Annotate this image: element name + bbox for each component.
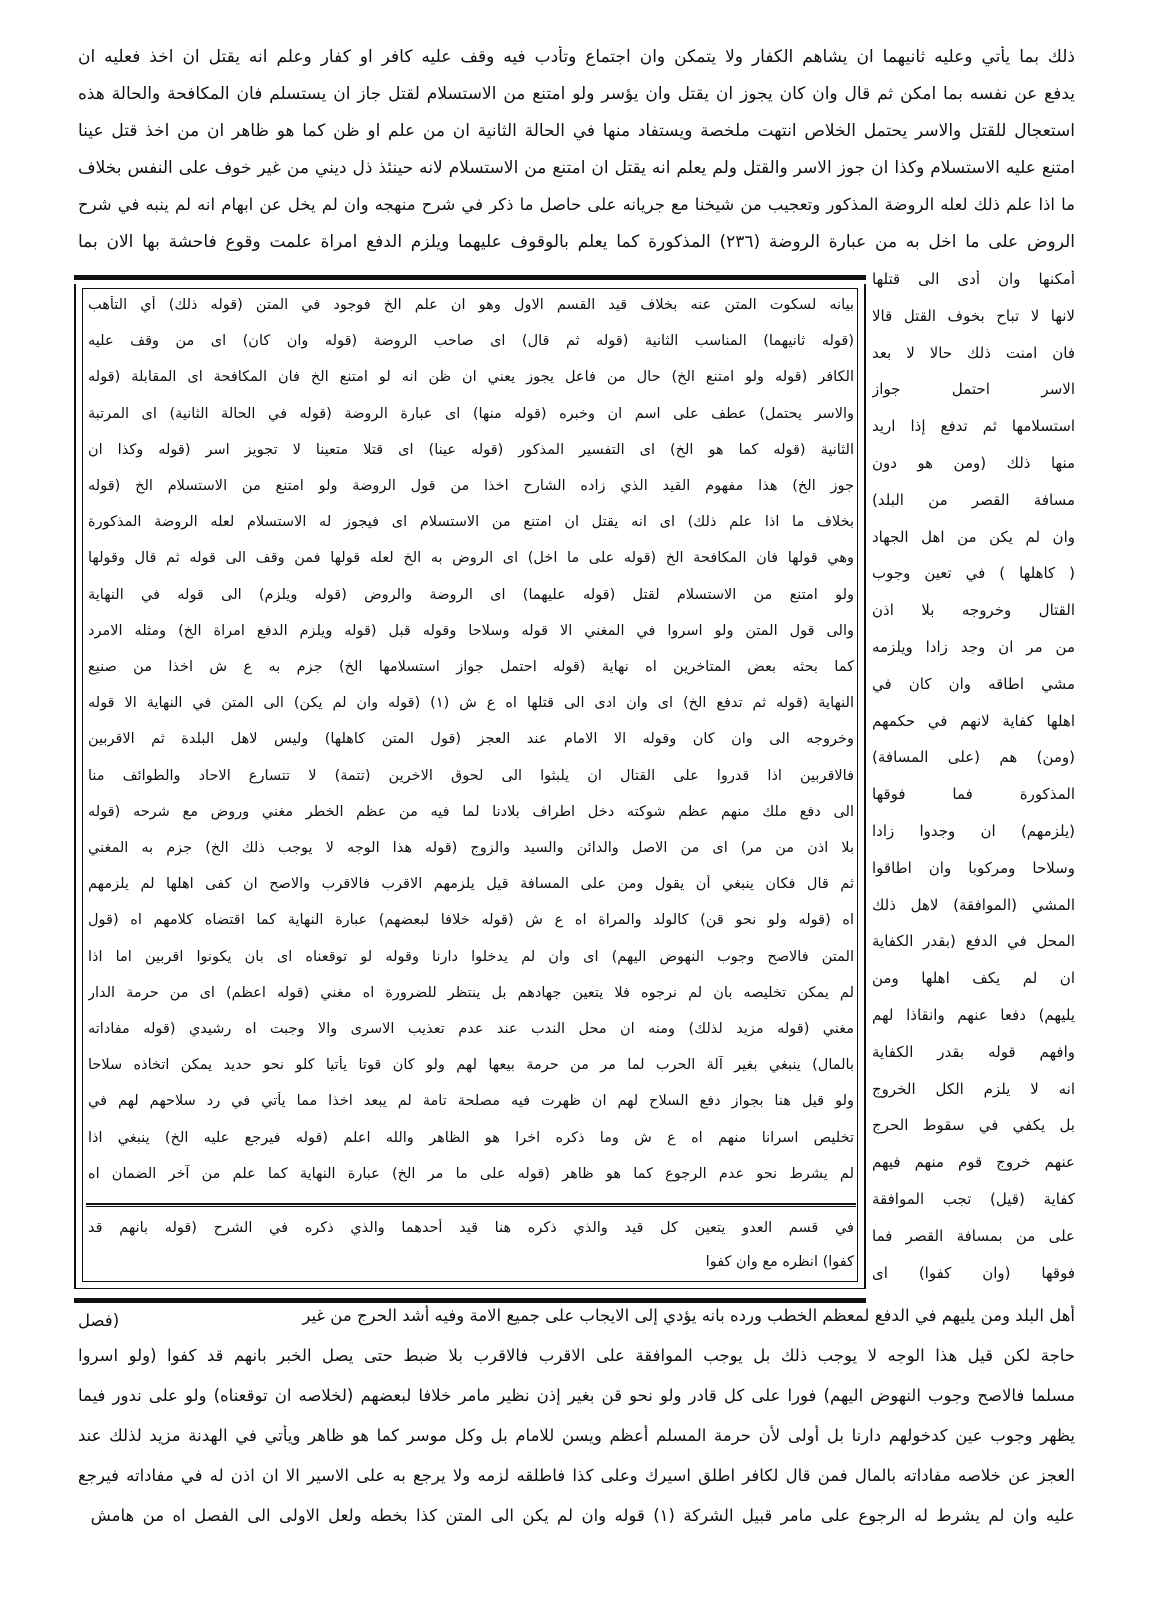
commentary-line: المتن فالاصح وجوب النهوض اليهم) اى وان لم يدخلوا دارنا وقوله لو توقعناه اى بان يكونوا اقربين اما اذا [88, 948, 854, 965]
matn-line: الاسر احتمل جواز [872, 380, 1075, 399]
commentary-line: فالاقربين اذا قدروا على القتال ان يلبثوا الى لحوق الاخرين (تتمة) لا تتسارع الاحاد والطوائف منا [88, 767, 854, 784]
matn-line: عنهم خروج قوم منهم فيهم [872, 1153, 1075, 1172]
footnote-line: في قسم العدو يتعين كل قيد والذي ذكره هنا قيد أحدهما والذي ذكره في الشرح (قوله بانهم قد [88, 1220, 854, 1236]
matn-line: (يلزمهم) ان وجدوا زادا [872, 822, 1075, 840]
text-line: أهل البلد ومن يليهم في الدفع لمعظم الخطب ورده بانه يؤدي إلى الايجاب على جميع الامة وفيه أشد الحرج من غير [302, 1306, 1075, 1325]
commentary-line: ثم قال فكان ينبغي أن يقول ومن على المسافة قيل يلزمهم الاقرب فالاقرب والاصح ان كفى اهلها لم يلزمهم [88, 876, 854, 893]
commentary-line: الكافر (قوله ولو امتنع الخ) حال من فاعل يجوز يعني ان ظن انه لو امتنع الخ فان المكافحة اى المقابلة (قوله [88, 369, 854, 386]
matn-line: انه لا يلزم الكل الخروج [872, 1079, 1075, 1098]
commentary-line: مغني (قوله مزيد لذلك) ومنه ان محل الندب عند عدم تعذيب الاسرى والا وجبت اه رشيدي (قوله مفاداته [88, 1021, 854, 1037]
matn-line: فوقها (وان كفوا) اى [872, 1263, 1075, 1282]
commentary-line: بخلاف ما اذا علم ذلك) اى انه يقتل ان امتنع من الاستسلام اى فيجوز له الاستسلام لعله الروضة المذكورة [88, 514, 854, 531]
commentary-line: ولو امتنع من الاستسلام لقتل (قوله عليهما) اى الروضة والروض (قوله ويلزم) الى قوله في النهاية [88, 586, 854, 603]
commentary-separator [86, 1203, 856, 1207]
commentary-line: بالمال) ينبغي بغير آلة الحرب لما مر من حرمة بيعها لهم ولو كان قوتا يأتيا كلو نحو حديد يمكن اتخاذه سلاحا [88, 1057, 854, 1074]
commentary-line: كما بحثه بعض المتاخرين اه نهاية (قوله احتمل جواز استسلامها الخ) جزم به ع ش اخذا من صنيع [88, 659, 854, 675]
commentary-line: جوز الخ) هذا مفهوم القيد الذي زاده الشارح اخذا من قول الروضة ولو امتنع من الاستسلام الخ (قوله [88, 478, 854, 494]
text-line: عليه وان لم يشرط له الرجوع على مامر قبيل الشركة (١) قوله وان لم يكن الى المتن كذا بخطه ولعل الاولى الى الفصل اه من هامش [90, 1506, 1075, 1525]
commentary-line: النهاية (قوله ثم تدفع الخ) اى وان ادى الى قتلها اه ع ش (١) (قوله وان لم يكن) الى المتن في النهاية الا قوله [88, 695, 854, 712]
matn-line: المشي (الموافقة) لاهل ذلك [872, 895, 1075, 914]
matn-line: يليهم) دفعا عنهم وانقاذا لهم [872, 1006, 1075, 1024]
commentary-line: والاسر يحتمل) عطف على اسم ان وخبره (قوله منها) اى عبارة الروضة (قوله في الحالة الثانية) اى المرتبة [88, 405, 854, 422]
matn-line: فان امنت ذلك حالا لا بعد [872, 343, 1075, 362]
text-line: امتنع عليه الاستسلام وكذا ان جوز الاسر والقتل ولم يعلم انه يقتل ان امتنع من الاستسلام لانه حينئذ ذل ديني من غير خوف على النفس بخلاف [78, 158, 1075, 178]
matn-line: كفاية (قيل) تجب الموافقة [872, 1190, 1075, 1208]
matn-line: (ومن) هم (على المسافة) [872, 748, 1075, 767]
matn-line: أمكنها وان أدى الى قتلها [872, 270, 1075, 288]
commentary-line: ولو قيل هنا بجواز دفع السلاح لهم ان ظهرت فيه مصلحة تامة لم يبعد اخذا مما يأتي في رد سلاحهم لهم في [88, 1093, 854, 1110]
matn-line: لانها لا تباح بخوف القتل قالا [872, 306, 1075, 325]
matn-line: مسافة القصر من البلد) [872, 490, 1075, 509]
text-line: يدفع عن نفسه بما امكن ثم قال وان كان يجوز ان يقتل وان يؤسر ولو امتنع من الاستسلام لقتل جاز ان يستسلم فان المكافحة والحالة هذه [78, 84, 1075, 104]
text-line: يظهر وجوب عين كدخولهم دارنا بل أولى لأن حرمة المسلم أعظم ويسن للامام بل وكل موسر كما هو ظاهر ويأتي في الهدنة مزيد لذلك عند [78, 1426, 1075, 1445]
commentary-line: وخروجه الى وان كان وقوله الا الامام عند العجز (قول المتن كاهلها) وليس لاهل البلدة ثم الاقربين [88, 731, 854, 748]
matn-line: بل يكفي في سقوط الحرج [872, 1116, 1075, 1135]
matn-line: المذكورة فما فوقها [872, 785, 1075, 804]
commentary-line: بيانه لسكوت المتن عنه بخلاف قيد القسم الاول وهو ان علم الخ فوجود في المتن (قوله ذلك) أي التأهب [88, 297, 854, 313]
text-line: استعجال للقتل والاسر يحتمل الخلاص انتهت ملخصة ويستفاد منها في الحالة الثانية ان من علم او ظن كما هو ظاهر ان من اخذ قتل عينا [78, 121, 1075, 141]
matn-line: منها ذلك (ومن هو دون [872, 454, 1075, 472]
commentary-line: بلا اذن من مر) اى من الاصل والدائن والسيد والزوج (قوله هذا الوجه لا يوجب ذلك الخ) جزم به المغني [88, 840, 854, 856]
matn-line: وافهم قوله بقدر الكفاية [872, 1042, 1075, 1061]
commentary-line: الثانية (قوله كما هو الخ) اى التفسير المذكور (قوله عينا) اى قتلا متعينا لا تجويز اسر (قوله وكذا ان [88, 441, 854, 458]
text-line: ذلك بما يأتي وعليه ثانيهما ان يشاهم الكفار ولا يتمكن وان اجتماع وتأدب فيه وقف عليه كافر او كفار وعلم انه يقتل ان اخذ فعليه ان [78, 47, 1075, 67]
commentary-line: تخليص اسرانا منهم اه ع ش وما ذكره اخرا هو الظاهر والله اعلم (قوله فيرجع عليه الخ) ينبغي اذا [88, 1129, 854, 1146]
commentary-line: لم يمكن تخليصه بان لم نرجوه فلا يتعين جهادهم بل ينتظر للضرورة اه مغني (قوله اعظم) اى من حرمة الدار [88, 984, 854, 1001]
commentary-line: وهي قولها فان المكافحة الخ (قوله على ما اخل) اى الروض به الخ لعله قولها فمن وقف الى قوله ثم قال وقولها [88, 550, 854, 567]
commentary-line: والى قول المتن ولو اسروا في المغني الا قوله وسلاحا وقوله قبل (قوله ويلزم الدفع امراة الخ) ومثله الامرد [88, 622, 854, 639]
text-line: الروض على ما اخل به من عبارة الروضة (٢٣٦) المذكورة كما يعلم بالوقوف عليهما ويلزم الدفع امراة علمت وقوع فاحشة بها الان بما [78, 232, 1075, 252]
matn-line: مشي اطاقه وان كان في [872, 674, 1075, 693]
section-heading: (فصل [78, 1311, 120, 1330]
commentary-line: الى دفع ملك منهم عظم شوكته دخل اطراف بلادنا لما فيه من عظم الخطر مغني وروض مع شرحه (قوله [88, 803, 854, 820]
matn-line: استسلامها ثم تدفع إذا اريد [872, 417, 1075, 436]
text-line: حاجة لكن قيل هذا الوجه لا يوجب ذلك بل يوجب الموافقة على الاقرب فالاقرب بلا ضبط حتى يصل الخبر بانهم قد كفوا (ولو اسروا [78, 1346, 1075, 1365]
frame-top-rule [74, 275, 866, 280]
commentary-line: لم يشرط نحو عدم الرجوع كما هو ظاهر (قوله على ما مر الخ) عبارة النهاية كما علم من آخر الضمان اه [88, 1165, 854, 1182]
text-line: ما اذا علم ذلك لعله الروضة المذكور وتعجيب من شيخنا مع جريانه على حاصل ما ذكر في شرح منهجه وان لم يخل عن ابهام انه لم ينبه في شرح [78, 195, 1075, 214]
matn-line: وسلاحا ومركوبا وان اطاقوا [872, 858, 1075, 877]
matn-line: ان لم يكف اهلها ومن [872, 969, 1075, 988]
matn-line: القتال وخروجه بلا اذن [872, 601, 1075, 620]
frame-bottom-rule [74, 1298, 866, 1303]
matn-line: المحل في الدفع (بقدر الكفاية [872, 932, 1075, 951]
matn-line: وان لم يكن من اهل الجهاد [872, 527, 1075, 546]
matn-line: من مر ان وجد زادا ويلزمه [872, 638, 1075, 656]
footnote-line: كفوا) انظره مع وان كفوا [705, 1254, 854, 1270]
matn-line: على من بمسافة القصر فما [872, 1226, 1075, 1245]
commentary-line: اه (قوله ولو نحو قن) كالولد والمراة اه ع ش (قوله خلافا لبعضهم) عبارة النهاية كما اقتضاه كلامهم اه (قول [88, 912, 854, 929]
commentary-line: (قوله ثانيهما) المناسب الثانية (قوله ثم قال) اى صاحب الروضة (قوله وان كان) اى من وقف عليه [88, 333, 854, 350]
text-line: العجز عن خلاصه مفاداته بالمال فمن قال لكافر اطلق اسيرك وعلى كذا فاطلقه لزمه ولا يرجع به على الاسير الا ان اذن له في مفاداته فيرجع [78, 1466, 1075, 1485]
matn-line: اهلها كفاية لانهم في حكمهم [872, 711, 1075, 730]
matn-line: ( كاهلها ) في تعين وجوب [872, 564, 1075, 583]
text-line: مسلما فالاصح وجوب النهوض اليهم) فورا على كل قادر ولو نحو قن بغير إذن نظير مامر خلافا لبعضهم (لخلاصه ان توقعناه) ولو على ندور فيما [78, 1386, 1075, 1405]
